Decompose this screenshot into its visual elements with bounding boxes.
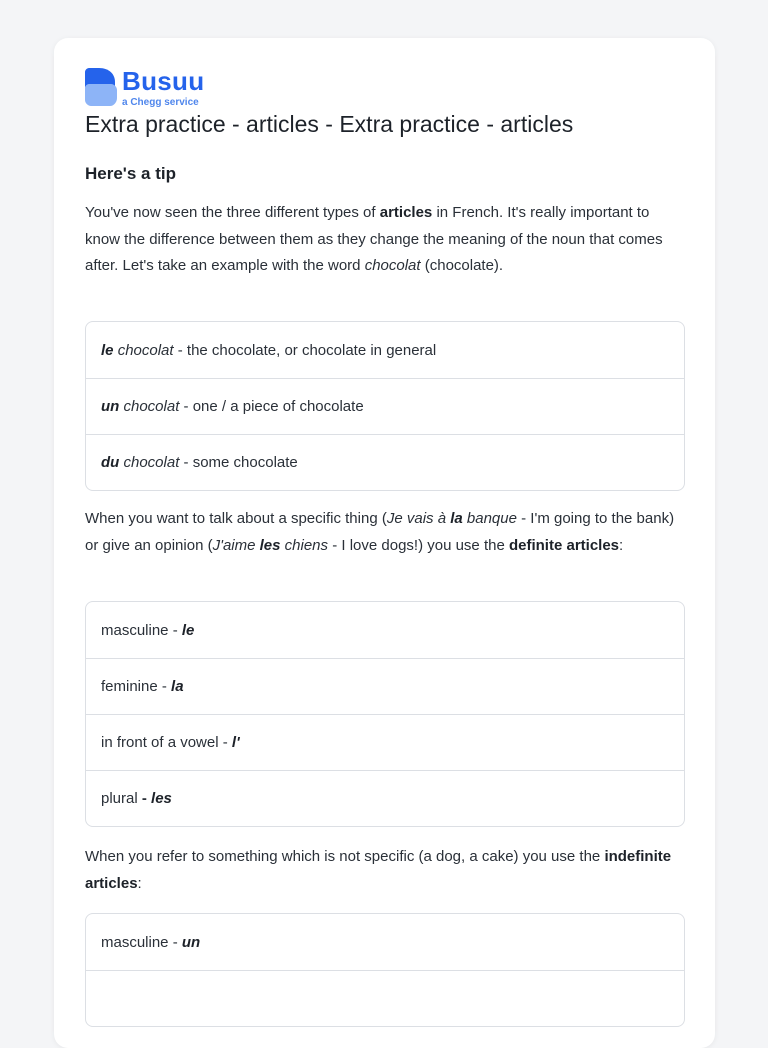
article-value: les <box>151 790 172 807</box>
indefinite-intro-paragraph <box>85 844 685 897</box>
lesson-card <box>54 38 715 1048</box>
example-word: chocolat <box>117 341 174 359</box>
definite-intro-paragraph <box>85 506 685 559</box>
definite-articles-table <box>85 601 685 827</box>
logo-tagline: a Chegg service <box>122 97 199 108</box>
example-article: le <box>101 341 114 359</box>
definite-article-row <box>86 658 684 714</box>
article-label: in front of a vowel - <box>101 734 232 751</box>
french-example: J'aime <box>212 536 260 554</box>
indefinite-articles-emphasis: indefinite articles <box>85 848 672 892</box>
example-row <box>86 322 684 378</box>
example-word: chocolat <box>123 398 180 415</box>
intro-text: You've now seen the three different types of <box>85 204 380 221</box>
definite-article-row <box>86 770 684 826</box>
indefinite-intro-text: : <box>137 874 142 892</box>
example-meaning: - the chocolate, or chocolate in general <box>177 341 437 359</box>
example-meaning: - one / a piece of chocolate <box>183 398 364 415</box>
example-meaning: - some chocolate <box>183 454 298 471</box>
indefinite-article-row <box>86 914 684 970</box>
page-title: Extra practice - articles - Extra practice - articles <box>85 111 574 137</box>
article-label: masculine - <box>101 933 182 951</box>
article-value: le <box>181 621 195 639</box>
example-article: un <box>101 398 120 415</box>
definite-article-row <box>86 602 684 658</box>
example-word: chocolat <box>123 454 180 471</box>
french-example: chiens <box>280 536 329 554</box>
definite-intro-text: : <box>619 536 624 554</box>
example-row <box>86 434 684 490</box>
tip-heading: Here's a tip <box>85 164 176 183</box>
definite-article-row <box>86 714 684 770</box>
indefinite-article-row <box>86 970 684 1026</box>
definite-intro-text: - I'm going to the bank) or give an opinion ( <box>85 510 675 554</box>
article-value: la <box>171 678 184 695</box>
definite-intro-text: When you want to talk about a specific thing ( <box>85 510 387 527</box>
article-value: l' <box>231 734 240 751</box>
intro-text: in French. It's really important to know the difference between them as they change the meaning of the noun that comes after. Let's take an example with the word <box>85 204 663 274</box>
example-article: du <box>101 454 120 471</box>
indefinite-articles-table <box>85 913 685 1027</box>
busuu-logo-icon <box>85 68 117 106</box>
french-article: la <box>450 510 463 527</box>
intro-french-word: chocolat <box>364 257 421 274</box>
example-row <box>86 378 684 434</box>
article-separator: - <box>137 790 152 807</box>
article-label: plural <box>101 790 138 807</box>
french-example: banque <box>462 510 517 527</box>
article-value: un <box>181 933 201 951</box>
intro-paragraph <box>85 200 685 280</box>
logo-brand-name: Busuu <box>122 66 205 96</box>
intro-text: (chocolate). <box>420 257 504 274</box>
article-label: masculine - <box>101 621 182 639</box>
french-article: les <box>259 536 281 554</box>
definite-intro-text: - I love dogs!) you use the <box>328 536 509 554</box>
indefinite-intro-text: When you refer to something which is not specific (a dog, a cake) you use the <box>85 848 605 865</box>
french-example: Je vais à <box>386 510 451 527</box>
examples-table <box>85 321 685 491</box>
article-label: feminine - <box>101 678 172 695</box>
definite-articles-emphasis: definite articles <box>508 536 620 554</box>
intro-emphasis: articles <box>379 204 433 221</box>
busuu-logo[interactable] <box>85 66 245 110</box>
